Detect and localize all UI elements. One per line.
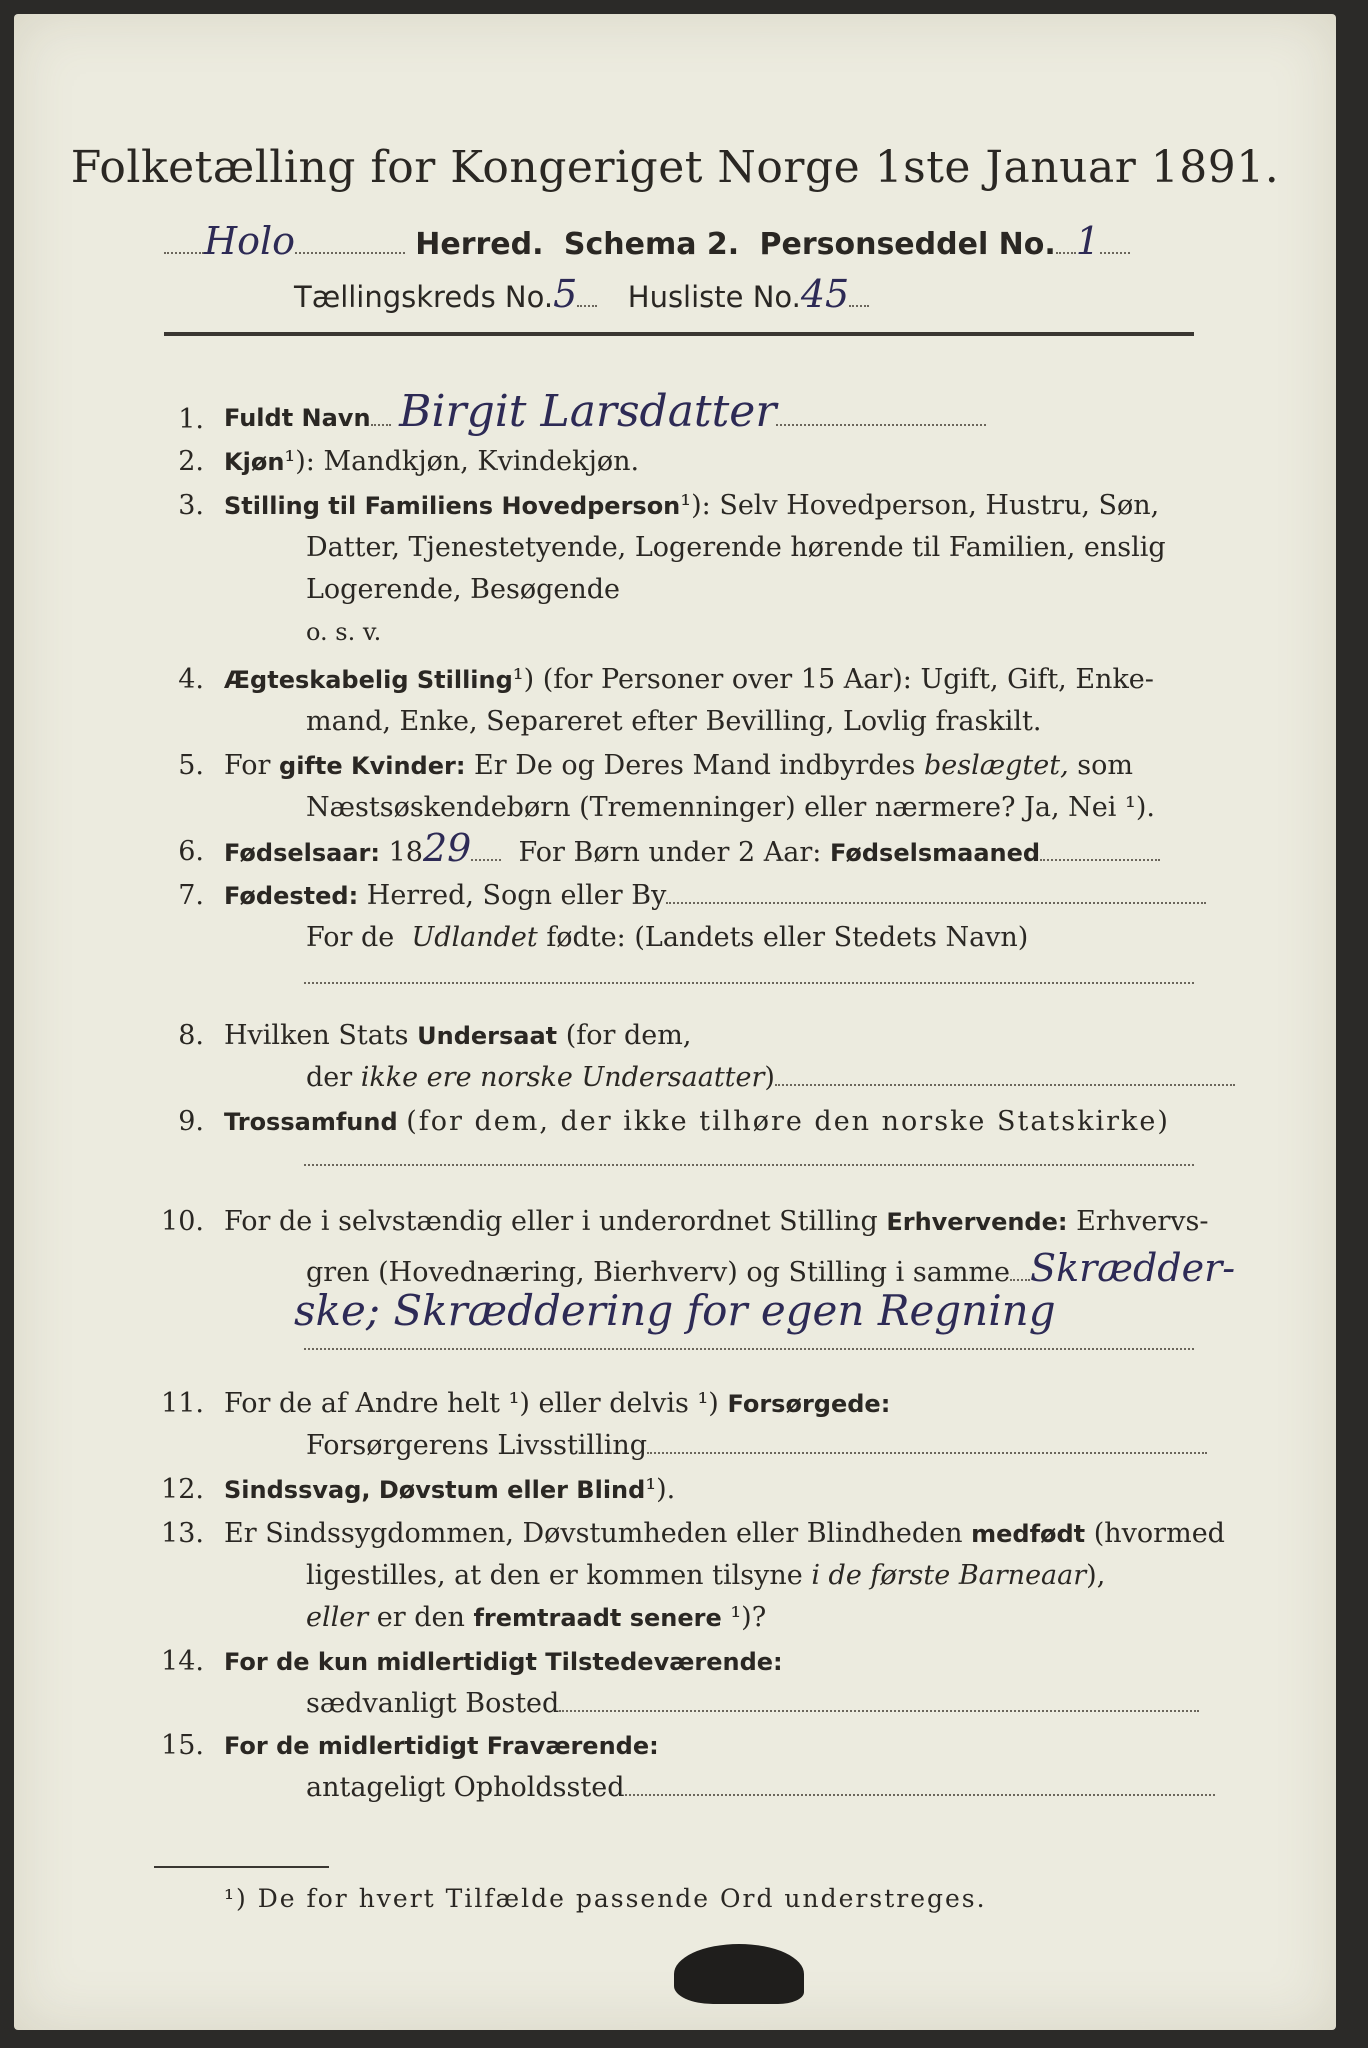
q11-line1 bbox=[224, 1388, 890, 1419]
q15-line1 bbox=[224, 1730, 659, 1761]
header-divider bbox=[164, 332, 1194, 336]
personseddel-label: Personseddel No. bbox=[759, 227, 1056, 262]
q14-line1 bbox=[224, 1646, 783, 1677]
q7-line2a: For de bbox=[306, 922, 395, 953]
q1-label: Fuldt Navn bbox=[224, 404, 371, 432]
q4-label: Ægteskabelig Stilling bbox=[224, 666, 513, 694]
q11-line2-text: Forsørgerens Livsstilling bbox=[306, 1430, 648, 1461]
q10-line2-text: gren (Hovednæring, Bierhverv) og Stilling i samme bbox=[306, 1257, 1011, 1288]
q7-line2b: fødte: (Landets eller Stedets Navn) bbox=[546, 922, 1029, 953]
footnote: ¹) De for hvert Tilfælde passende Ord understreges. bbox=[224, 1884, 987, 1913]
q13-line2b: ), bbox=[1086, 1560, 1106, 1591]
q5-rest: Er De og Deres Mand indbyrdes bbox=[474, 750, 916, 781]
q7-line1 bbox=[224, 880, 1206, 911]
q10-pre: For de i selvstændig eller i underordnet Stilling bbox=[224, 1206, 878, 1237]
q6-year-value: 29 bbox=[422, 826, 472, 870]
q6-label: Fødselsaar: bbox=[224, 839, 380, 867]
q15-number: 15. bbox=[161, 1730, 204, 1761]
q3-label: Stilling til Familiens Hovedperson bbox=[224, 492, 681, 520]
q12-rest: ¹). bbox=[645, 1474, 676, 1505]
q14-number: 14. bbox=[161, 1646, 204, 1677]
q10-value-2: ske; Skræddering for egen Regning bbox=[294, 1286, 1056, 1335]
q2-label: Kjøn bbox=[224, 448, 285, 476]
q8-pre: Hvilken Stats bbox=[224, 1020, 409, 1051]
q3-line2: Datter, Tjenestetyende, Logerende hørende til Familien, enslig bbox=[306, 532, 1166, 563]
q13-line2a: ligestilles, at den er kommen tilsyne bbox=[306, 1560, 803, 1591]
q10-value-1: Skrædder- bbox=[1030, 1246, 1236, 1290]
q1-line bbox=[224, 386, 986, 437]
q13-line2-italic: i de første Barneaar bbox=[811, 1560, 1087, 1591]
q8-line2-italic: ikke ere norske Undersaatter bbox=[360, 1062, 765, 1093]
q9-number: 9. bbox=[178, 1106, 204, 1137]
q13-pre: Er Sindssygdommen, Døvstumheden eller Blindheden bbox=[224, 1518, 963, 1549]
q8-line2 bbox=[306, 1062, 1235, 1093]
q6-line bbox=[224, 826, 1160, 870]
q6-number: 6. bbox=[178, 836, 204, 867]
q5-line1 bbox=[224, 750, 1133, 781]
torn-corner bbox=[674, 1944, 804, 2004]
q3-line3: Logerende, Besøgende bbox=[306, 574, 620, 605]
header-row-kreds bbox=[294, 272, 1334, 316]
q4-line1 bbox=[224, 664, 1154, 695]
q11-pre: For de af Andre helt ¹) eller delvis ¹) bbox=[224, 1388, 719, 1419]
q7-line2-italic: Udlandet bbox=[411, 922, 538, 953]
q3-number: 3. bbox=[178, 490, 204, 521]
q13-line3-italic: eller bbox=[306, 1602, 369, 1633]
q13-line3a: er den bbox=[376, 1602, 465, 1633]
q14-line2-text: sædvanligt Bosted bbox=[306, 1688, 560, 1719]
q13-number: 13. bbox=[161, 1518, 204, 1549]
q10-line2 bbox=[306, 1246, 1235, 1290]
q3-options: ¹): Selv Hovedperson, Hustru, Søn, bbox=[680, 490, 1160, 521]
q7-answer-line bbox=[304, 982, 1194, 984]
q4-line2: mand, Enke, Separeret efter Bevilling, Lovlig fraskilt. bbox=[306, 706, 1042, 737]
q9-label: Trossamfund bbox=[224, 1108, 398, 1136]
schema-label: Schema 2. bbox=[563, 227, 740, 262]
q15-label: For de midlertidigt Fraværende: bbox=[224, 1732, 659, 1760]
q14-label: For de kun midlertidigt Tilstedeværende: bbox=[224, 1648, 783, 1676]
kreds-label: Tællingskreds No. bbox=[294, 280, 554, 314]
q8-line1 bbox=[224, 1020, 691, 1051]
q15-line2 bbox=[306, 1772, 1215, 1803]
q7-rest: Herred, Sogn eller By bbox=[366, 880, 667, 911]
census-form-sheet bbox=[14, 14, 1336, 2030]
q4-options: ¹) (for Personer over 15 Aar): Ugift, Gift, Enke- bbox=[512, 664, 1154, 695]
herred-label: Herred. bbox=[415, 227, 544, 262]
q5-number: 5. bbox=[178, 750, 204, 781]
q1-number: 1. bbox=[178, 404, 204, 435]
q5-end: som bbox=[1077, 750, 1133, 781]
husliste-value: 45 bbox=[800, 272, 850, 316]
q10-rest: Erhvervs- bbox=[1076, 1206, 1209, 1237]
personseddel-value: 1 bbox=[1075, 219, 1100, 263]
q14-line2 bbox=[306, 1688, 1199, 1719]
q5-italic: beslægtet, bbox=[923, 750, 1069, 781]
q10-label: Erhvervende: bbox=[886, 1208, 1068, 1236]
q11-line2 bbox=[306, 1430, 1207, 1461]
kreds-value: 5 bbox=[553, 272, 578, 316]
q11-label: Forsørgede: bbox=[727, 1390, 891, 1418]
q7-line2 bbox=[306, 922, 1028, 953]
header-row-herred bbox=[164, 219, 1204, 263]
form-title: Folketælling for Kongeriget Norge 1ste Januar 1891. bbox=[70, 142, 1280, 193]
q12-line bbox=[224, 1474, 675, 1505]
q3-line1 bbox=[224, 490, 1159, 521]
husliste-label: Husliste No. bbox=[627, 280, 801, 314]
herred-value: Holo bbox=[204, 219, 296, 263]
q8-label: Undersaat bbox=[417, 1022, 558, 1050]
q15-line2-text: antageligt Opholdssted bbox=[306, 1772, 625, 1803]
q2-options: ¹): Mandkjøn, Kvindekjøn. bbox=[284, 446, 640, 477]
q13-line2 bbox=[306, 1560, 1105, 1591]
q6-label2: Fødselsmaaned bbox=[829, 839, 1041, 867]
q7-label: Fødested: bbox=[224, 882, 359, 910]
q2-line bbox=[224, 446, 639, 477]
footnote-divider bbox=[154, 1866, 329, 1868]
q8-line2b: ) bbox=[764, 1062, 775, 1093]
q7-number: 7. bbox=[178, 880, 204, 911]
q10-line3 bbox=[294, 1286, 1056, 1335]
q13-line1 bbox=[224, 1518, 1225, 1549]
q9-line1 bbox=[224, 1106, 1170, 1137]
q13-line3-bold: fremtraadt senere bbox=[473, 1604, 722, 1632]
q6-prefix: 18 bbox=[388, 837, 423, 868]
q8-rest: (for dem, bbox=[565, 1020, 692, 1051]
q12-label: Sindssvag, Døvstum eller Blind bbox=[224, 1476, 646, 1504]
q8-line2a: der bbox=[306, 1062, 353, 1093]
q11-number: 11. bbox=[161, 1388, 204, 1419]
q6-rest: For Børn under 2 Aar: bbox=[518, 837, 822, 868]
q9-answer-line bbox=[304, 1164, 1194, 1166]
q12-number: 12. bbox=[161, 1474, 204, 1505]
q5-label: gifte Kvinder: bbox=[279, 752, 466, 780]
q10-number: 10. bbox=[161, 1206, 204, 1237]
q13-rest: (hvormed bbox=[1093, 1518, 1225, 1549]
q3-line4: o. s. v. bbox=[306, 618, 382, 646]
q13-label: medfødt bbox=[971, 1520, 1086, 1548]
q1-name-value: Birgit Larsdatter bbox=[399, 386, 777, 437]
q10-line1 bbox=[224, 1206, 1208, 1237]
q9-rest: (for dem, der ikke tilhøre den norske Statskirke) bbox=[406, 1106, 1170, 1137]
q10-answer-line bbox=[304, 1348, 1194, 1350]
q2-number: 2. bbox=[178, 446, 204, 477]
q5-line2: Næstsøskendebørn (Tremenninger) eller nærmere? Ja, Nei ¹). bbox=[306, 792, 1155, 823]
q8-number: 8. bbox=[178, 1020, 204, 1051]
q13-line3c: ¹)? bbox=[730, 1602, 767, 1633]
q4-number: 4. bbox=[178, 664, 204, 695]
q5-pre: For bbox=[224, 750, 271, 781]
q13-line3 bbox=[306, 1602, 766, 1633]
